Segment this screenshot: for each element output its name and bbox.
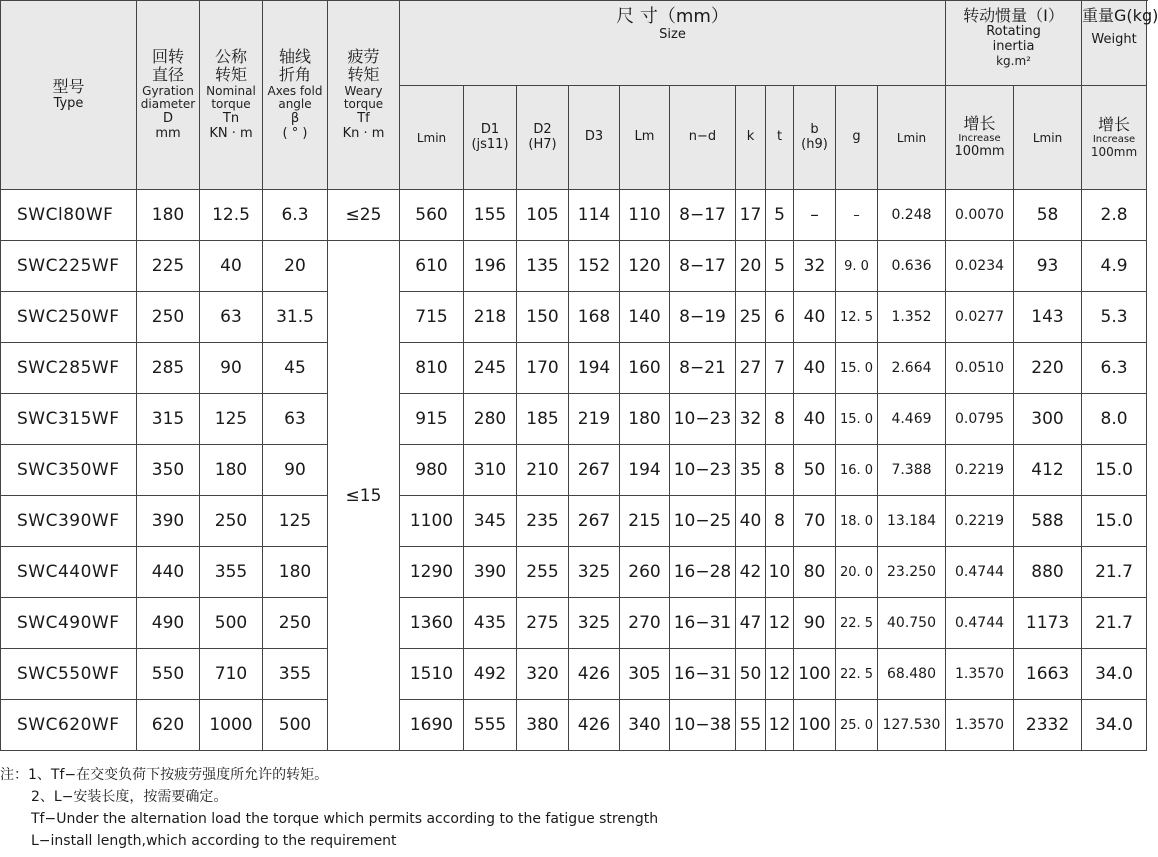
cell-tn: 500	[200, 598, 263, 649]
cell-d2: 185	[517, 394, 569, 445]
cell-w-inc: 15.0	[1082, 496, 1147, 547]
cell-d: 350	[137, 445, 200, 496]
cell-d3: 426	[569, 649, 620, 700]
cell-tn: 90	[200, 343, 263, 394]
header-weight-increase	[1082, 86, 1147, 190]
cell-model: SWCl80WF	[1, 190, 137, 241]
header-weary-sym: Tf	[357, 111, 370, 127]
cell-d1: 555	[464, 700, 517, 751]
header-nominal-cn2: 转矩	[214, 65, 247, 85]
cell-lmin: 1360	[400, 598, 464, 649]
cell-lm: 215	[620, 496, 670, 547]
cell-d3: 219	[569, 394, 620, 445]
header-gyration-en1: Gyration	[142, 83, 194, 98]
header-d2-label: D2	[533, 121, 552, 137]
header-gyration-en2: diameter	[140, 97, 196, 112]
header-gyration-cn1: 回转	[151, 46, 184, 66]
header-d1-label: D1	[480, 121, 500, 137]
header-lm-label: Lm	[634, 129, 655, 145]
cell-beta: 125	[263, 496, 328, 547]
cell-nd: 16−31	[670, 598, 736, 649]
cell-lm: 160	[620, 343, 670, 394]
cell-d2: 170	[517, 343, 569, 394]
cell-d1: 196	[464, 241, 517, 292]
cell-d: 390	[137, 496, 200, 547]
cell-i-inc: 0.0234	[946, 241, 1014, 292]
table-row	[1, 547, 1147, 598]
cell-i-lmin: 7.388	[878, 445, 946, 496]
cell-nd: 10−38	[670, 700, 736, 751]
cell-w-lmin: 143	[1014, 292, 1082, 343]
cell-lmin: 1510	[400, 649, 464, 700]
header-nominal-en2: torque	[211, 97, 251, 112]
cell-g: 22. 5	[836, 649, 878, 700]
header-axes	[263, 1, 328, 190]
header-lm	[620, 86, 670, 190]
cell-nd: 8−19	[670, 292, 736, 343]
note-line-3: Tf−Under the alternation load the torque which permits according to the fatigue strength	[31, 811, 659, 827]
cell-i-inc: 0.0795	[946, 394, 1014, 445]
header-weight-lmin	[1014, 86, 1082, 190]
table-row	[1, 190, 1147, 241]
cell-tn: 355	[200, 547, 263, 598]
header-size-cn: 尺 寸（mm）	[616, 6, 729, 27]
cell-tn: 63	[200, 292, 263, 343]
header-nd-label: n−d	[688, 129, 717, 145]
cell-i-inc: 0.2219	[946, 445, 1014, 496]
cell-g: 20. 0	[836, 547, 878, 598]
cell-k: 40	[736, 496, 766, 547]
cell-nd: 16−31	[670, 649, 736, 700]
header-weary	[328, 1, 400, 190]
cell-d2: 150	[517, 292, 569, 343]
cell-lmin: 610	[400, 241, 464, 292]
cell-w-inc: 6.3	[1082, 343, 1147, 394]
header-axes-unit: ( ° )	[282, 126, 308, 142]
cell-w-lmin: 1663	[1014, 649, 1082, 700]
cell-k: 47	[736, 598, 766, 649]
header-nd	[670, 86, 736, 190]
cell-t: 12	[766, 598, 794, 649]
cell-d3: 114	[569, 190, 620, 241]
cell-d3: 267	[569, 445, 620, 496]
cell-lmin: 1690	[400, 700, 464, 751]
cell-tn: 710	[200, 649, 263, 700]
cell-d2: 105	[517, 190, 569, 241]
cell-i-inc: 0.2219	[946, 496, 1014, 547]
header-b-label: b	[810, 121, 819, 137]
cell-i-inc: 0.0070	[946, 190, 1014, 241]
header-inertia-increase	[946, 86, 1014, 190]
cell-d: 225	[137, 241, 200, 292]
cell-model: SWC225WF	[1, 241, 137, 292]
cell-d2: 320	[517, 649, 569, 700]
cell-d2: 255	[517, 547, 569, 598]
header-gyration	[137, 1, 200, 190]
cell-t: 5	[766, 190, 794, 241]
cell-w-inc: 34.0	[1082, 700, 1147, 751]
cell-model: SWC390WF	[1, 496, 137, 547]
cell-b: 40	[794, 292, 836, 343]
cell-lmin: 560	[400, 190, 464, 241]
cell-k: 55	[736, 700, 766, 751]
cell-d: 620	[137, 700, 200, 751]
header-inertia-lmin-label: Lmin	[896, 131, 927, 146]
header-b	[794, 86, 836, 190]
header-t	[766, 86, 794, 190]
header-inertia-en1: Rotating	[986, 24, 1041, 40]
table-row	[1, 292, 1147, 343]
cell-d: 285	[137, 343, 200, 394]
header-inertia-unit: kg.m²	[996, 54, 1031, 69]
cell-g: 18. 0	[836, 496, 878, 547]
cell-beta: 500	[263, 700, 328, 751]
cell-nd: 8−21	[670, 343, 736, 394]
cell-nd: 8−17	[670, 190, 736, 241]
cell-g: 25. 0	[836, 700, 878, 751]
cell-i-lmin: 0.636	[878, 241, 946, 292]
cell-lm: 270	[620, 598, 670, 649]
cell-w-inc: 21.7	[1082, 598, 1147, 649]
cell-tn: 250	[200, 496, 263, 547]
cell-model: SWC315WF	[1, 394, 137, 445]
cell-t: 10	[766, 547, 794, 598]
cell-t: 12	[766, 700, 794, 751]
cell-d3: 152	[569, 241, 620, 292]
cell-g: 22. 5	[836, 598, 878, 649]
cell-nd: 10−23	[670, 445, 736, 496]
header-weary-cn2: 转矩	[347, 65, 380, 85]
cell-lm: 305	[620, 649, 670, 700]
header-b-tol: (h9)	[801, 136, 828, 152]
cell-lm: 140	[620, 292, 670, 343]
cell-model: SWC250WF	[1, 292, 137, 343]
cell-d3: 168	[569, 292, 620, 343]
cell-beta: 45	[263, 343, 328, 394]
header-type	[1, 1, 137, 190]
cell-beta: 250	[263, 598, 328, 649]
cell-d1: 245	[464, 343, 517, 394]
cell-b: 32	[794, 241, 836, 292]
header-k-label: k	[746, 129, 755, 145]
header-gyration-sym: D	[162, 111, 173, 127]
cell-k: 17	[736, 190, 766, 241]
cell-beta: 180	[263, 547, 328, 598]
header-k	[736, 86, 766, 190]
header-inertia-en2: inertia	[992, 39, 1035, 55]
cell-b: 70	[794, 496, 836, 547]
cell-beta: 20	[263, 241, 328, 292]
cell-d3: 426	[569, 700, 620, 751]
cell-t: 12	[766, 649, 794, 700]
header-axes-cn1: 轴线	[278, 46, 311, 66]
cell-d1: 345	[464, 496, 517, 547]
cell-t: 8	[766, 445, 794, 496]
cell-beta: 63	[263, 394, 328, 445]
header-nominal	[200, 1, 263, 190]
header-weight	[1082, 1, 1158, 86]
cell-nd: 10−25	[670, 496, 736, 547]
cell-d: 250	[137, 292, 200, 343]
header-weary-cn1: 疲劳	[347, 46, 380, 66]
cell-g: 9. 0	[836, 241, 878, 292]
header-d2-tol: (H7)	[528, 136, 557, 152]
header-gyration-unit: mm	[155, 126, 181, 142]
cell-lmin: 1100	[400, 496, 464, 547]
cell-k: 32	[736, 394, 766, 445]
header-axes-sym: β	[290, 111, 300, 127]
cell-b: 40	[794, 394, 836, 445]
cell-w-lmin: 412	[1014, 445, 1082, 496]
cell-nd: 16−28	[670, 547, 736, 598]
cell-b: 100	[794, 649, 836, 700]
cell-tn: 12.5	[200, 190, 263, 241]
cell-d1: 435	[464, 598, 517, 649]
header-inertia	[946, 1, 1082, 86]
header-axes-en2: angle	[278, 97, 312, 112]
header-g	[836, 86, 878, 190]
cell-t: 5	[766, 241, 794, 292]
header-weight-lmin-label: Lmin	[1032, 131, 1063, 146]
header-nominal-en1: Nominal	[206, 83, 256, 98]
cell-k: 35	[736, 445, 766, 496]
cell-d1: 492	[464, 649, 517, 700]
table-row	[1, 241, 1147, 292]
cell-d1: 155	[464, 190, 517, 241]
cell-i-lmin: 127.530	[878, 700, 946, 751]
cell-d3: 194	[569, 343, 620, 394]
cell-k: 42	[736, 547, 766, 598]
header-size	[400, 1, 946, 86]
cell-t: 7	[766, 343, 794, 394]
cell-d: 315	[137, 394, 200, 445]
cell-tf: ≤25	[328, 190, 400, 241]
header-t-label: t	[776, 129, 783, 145]
cell-g: 12. 5	[836, 292, 878, 343]
header-weight-increase-cn: 增长	[1098, 114, 1131, 134]
cell-b: 80	[794, 547, 836, 598]
table-row	[1, 343, 1147, 394]
cell-model: SWC285WF	[1, 343, 137, 394]
header-inertia-lmin	[878, 86, 946, 190]
cell-b: 90	[794, 598, 836, 649]
cell-i-inc: 0.4744	[946, 598, 1014, 649]
cell-lm: 194	[620, 445, 670, 496]
cell-d2: 235	[517, 496, 569, 547]
cell-beta: 31.5	[263, 292, 328, 343]
header-weight-cn: 重量G(kg)	[1082, 6, 1158, 25]
header-size-en: Size	[659, 26, 686, 42]
cell-d1: 310	[464, 445, 517, 496]
cell-d2: 380	[517, 700, 569, 751]
table-row	[1, 700, 1147, 751]
cell-model: SWC490WF	[1, 598, 137, 649]
header-nominal-sym: Tn	[222, 111, 240, 127]
cell-d2: 210	[517, 445, 569, 496]
cell-t: 8	[766, 496, 794, 547]
cell-lm: 180	[620, 394, 670, 445]
header-d3-label: D3	[584, 129, 604, 145]
cell-g: 16. 0	[836, 445, 878, 496]
header-d1-tol: (js11)	[471, 136, 509, 152]
header-d3	[569, 86, 620, 190]
header-inertia-cn: 转动惯量（I）	[963, 6, 1064, 25]
cell-model: SWC550WF	[1, 649, 137, 700]
cell-i-inc: 0.0510	[946, 343, 1014, 394]
cell-w-inc: 21.7	[1082, 547, 1147, 598]
cell-t: 8	[766, 394, 794, 445]
cell-i-lmin: 40.750	[878, 598, 946, 649]
header-lmin-label: Lmin	[416, 131, 447, 146]
spec-body	[1, 190, 1147, 751]
cell-d: 550	[137, 649, 200, 700]
cell-i-lmin: 1.352	[878, 292, 946, 343]
notes	[0, 764, 1146, 852]
header-lmin	[400, 86, 464, 190]
header-nominal-cn1: 公称	[214, 46, 247, 66]
cell-i-inc: 0.0277	[946, 292, 1014, 343]
cell-nd: 10−23	[670, 394, 736, 445]
cell-g: 15. 0	[836, 343, 878, 394]
cell-model: SWC350WF	[1, 445, 137, 496]
cell-tn: 1000	[200, 700, 263, 751]
cell-w-lmin: 880	[1014, 547, 1082, 598]
table-row	[1, 496, 1147, 547]
cell-i-inc: 1.3570	[946, 649, 1014, 700]
cell-i-lmin: 2.664	[878, 343, 946, 394]
cell-d: 180	[137, 190, 200, 241]
cell-b: 40	[794, 343, 836, 394]
cell-w-lmin: 300	[1014, 394, 1082, 445]
cell-d3: 267	[569, 496, 620, 547]
cell-i-inc: 1.3570	[946, 700, 1014, 751]
cell-nd: 8−17	[670, 241, 736, 292]
cell-w-inc: 34.0	[1082, 649, 1147, 700]
table-row	[1, 598, 1147, 649]
header-axes-cn2: 折角	[278, 65, 311, 85]
cell-tn: 125	[200, 394, 263, 445]
cell-lmin: 980	[400, 445, 464, 496]
cell-model: SWC620WF	[1, 700, 137, 751]
cell-lm: 110	[620, 190, 670, 241]
cell-lmin: 715	[400, 292, 464, 343]
cell-lm: 260	[620, 547, 670, 598]
cell-lmin: 915	[400, 394, 464, 445]
note-line-2: 2、L−安装长度，按需要确定。	[31, 789, 228, 805]
header-weary-en1: Weary	[344, 83, 383, 98]
cell-d1: 218	[464, 292, 517, 343]
note-line-4: L−install length,which according to the requirement	[31, 833, 397, 849]
cell-d1: 390	[464, 547, 517, 598]
cell-t: 6	[766, 292, 794, 343]
cell-i-lmin: 68.480	[878, 649, 946, 700]
cell-d: 440	[137, 547, 200, 598]
cell-k: 20	[736, 241, 766, 292]
cell-d2: 135	[517, 241, 569, 292]
cell-k: 25	[736, 292, 766, 343]
cell-i-inc: 0.4744	[946, 547, 1014, 598]
cell-b: 100	[794, 700, 836, 751]
cell-model: SWC440WF	[1, 547, 137, 598]
table-row	[1, 394, 1147, 445]
header-type-en: Type	[53, 95, 84, 111]
header-gyration-cn2: 直径	[151, 65, 184, 85]
header-inertia-increase-cn: 增长	[963, 114, 996, 134]
cell-k: 50	[736, 649, 766, 700]
cell-w-lmin: 2332	[1014, 700, 1082, 751]
header-d1	[464, 86, 517, 190]
header-inertia-increase-en: Increase	[958, 133, 1001, 145]
cell-d2: 275	[517, 598, 569, 649]
note-line-1: 注：1、Tf−在交变负荷下按疲劳强度所允许的转矩。	[0, 767, 329, 783]
cell-lmin: 1290	[400, 547, 464, 598]
cell-g: 15. 0	[836, 394, 878, 445]
cell-w-inc: 4.9	[1082, 241, 1147, 292]
cell-i-lmin: 4.469	[878, 394, 946, 445]
cell-b: –	[794, 190, 836, 241]
header-axes-en1: Axes fold	[267, 83, 323, 98]
header-type-cn: 型号	[52, 77, 85, 97]
cell-w-lmin: 93	[1014, 241, 1082, 292]
cell-w-inc: 8.0	[1082, 394, 1147, 445]
header-d2	[517, 86, 569, 190]
cell-tn: 180	[200, 445, 263, 496]
cell-d3: 325	[569, 547, 620, 598]
cell-d3: 325	[569, 598, 620, 649]
cell-i-lmin: 13.184	[878, 496, 946, 547]
cell-w-inc: 15.0	[1082, 445, 1147, 496]
cell-i-lmin: 0.248	[878, 190, 946, 241]
cell-w-inc: 2.8	[1082, 190, 1147, 241]
header-weary-en2: torque	[343, 97, 384, 112]
table-row	[1, 649, 1147, 700]
cell-w-inc: 5.3	[1082, 292, 1147, 343]
cell-lm: 120	[620, 241, 670, 292]
table-row	[1, 445, 1147, 496]
cell-lm: 340	[620, 700, 670, 751]
header-weight-en: Weight	[1091, 32, 1137, 48]
cell-lmin: 810	[400, 343, 464, 394]
cell-i-lmin: 23.250	[878, 547, 946, 598]
header-weight-increase-en: Increase	[1092, 134, 1136, 146]
cell-w-lmin: 1173	[1014, 598, 1082, 649]
cell-d: 490	[137, 598, 200, 649]
cell-w-lmin: 220	[1014, 343, 1082, 394]
cell-b: 50	[794, 445, 836, 496]
cell-w-lmin: 588	[1014, 496, 1082, 547]
cell-tn: 40	[200, 241, 263, 292]
header-weary-unit: Kn · m	[342, 126, 385, 142]
cell-beta: 90	[263, 445, 328, 496]
cell-beta: 355	[263, 649, 328, 700]
header-nominal-unit: KN · m	[209, 126, 253, 142]
cell-tf-merged: ≤15	[328, 241, 400, 751]
header-weight-increase-unit: 100mm	[1090, 144, 1138, 159]
cell-w-lmin: 58	[1014, 190, 1082, 241]
cell-beta: 6.3	[263, 190, 328, 241]
cell-k: 27	[736, 343, 766, 394]
header-g-label: g	[852, 129, 861, 145]
header-inertia-increase-unit: 100mm	[954, 143, 1005, 159]
cell-d1: 280	[464, 394, 517, 445]
cell-g: –	[836, 190, 878, 241]
